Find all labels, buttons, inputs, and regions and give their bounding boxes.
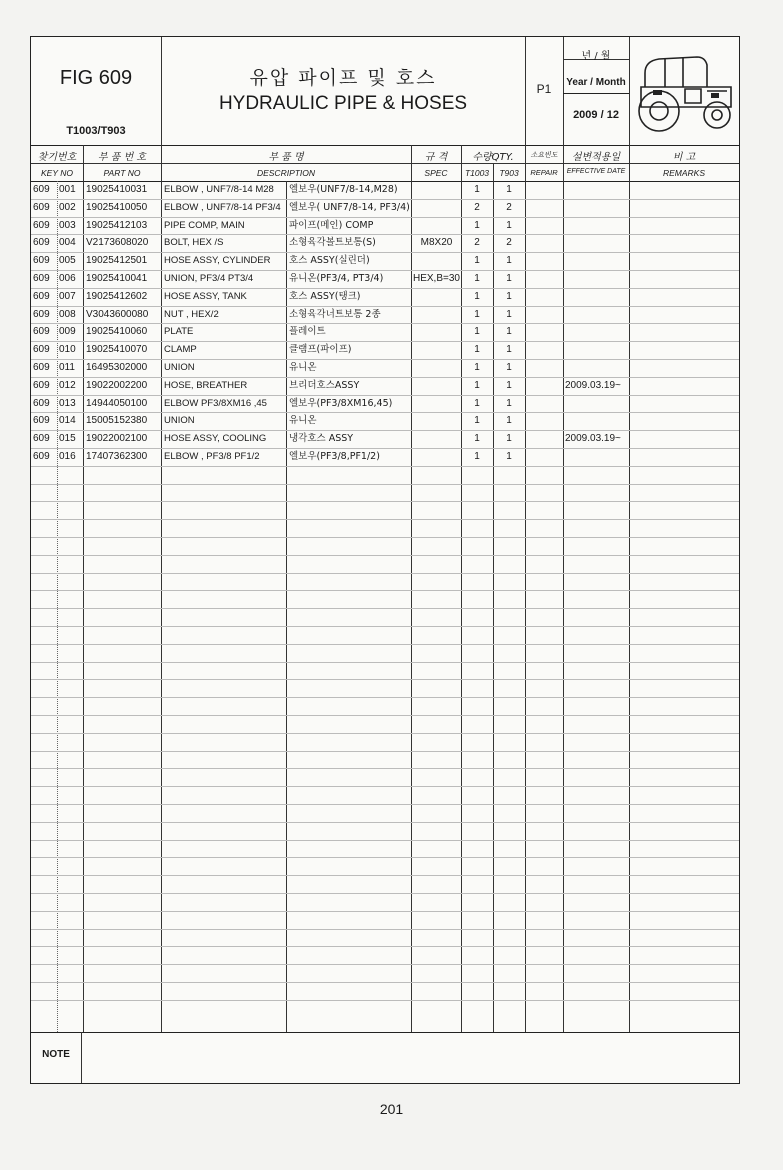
cell-qty-t1003: 1 xyxy=(474,433,480,445)
cell-fig: 609 xyxy=(33,379,50,391)
cell-qty-t903: 1 xyxy=(506,273,512,284)
cell-part-no: 17407362300 xyxy=(86,451,148,462)
cell-description-en: HOSE ASSY, TANK xyxy=(164,290,247,302)
cell-qty-t1003: 1 xyxy=(474,273,480,284)
cell-part-no: 19025412602 xyxy=(86,290,148,302)
cell-key-no: 014 xyxy=(59,415,76,427)
cell-qty-t1003: 1 xyxy=(474,451,480,462)
row-divider xyxy=(31,644,739,645)
cell-qty-t903: 1 xyxy=(506,219,512,231)
table-row xyxy=(31,217,739,235)
cell-spec xyxy=(412,341,461,359)
table-row xyxy=(31,288,739,306)
cell-description-ko: 냉각호스 ASSY xyxy=(289,433,354,445)
cell-qty-t903: 1 xyxy=(506,308,512,320)
col-description: DESCRIPTION xyxy=(256,168,316,178)
cell-key-no: 002 xyxy=(59,201,76,213)
cell-description-ko: 플레이트 xyxy=(289,326,326,338)
cell-description-ko: 클램프(파이프) xyxy=(289,344,352,356)
row-divider xyxy=(31,573,739,574)
table-row xyxy=(31,412,739,430)
cell-qty-t1003: 1 xyxy=(474,379,480,391)
cell-fig: 609 xyxy=(33,326,50,338)
cell-effective-date xyxy=(565,234,629,252)
cell-description-en: CLAMP xyxy=(164,344,197,356)
cell-part-no: 19025412103 xyxy=(86,219,148,231)
cell-description-en: UNION xyxy=(164,415,195,427)
cell-fig: 609 xyxy=(33,308,50,320)
page-title-korean: 유압 파이프 및 호스 xyxy=(249,67,437,89)
cell-part-no: 15005152380 xyxy=(86,415,148,427)
cell-qty-t903: 2 xyxy=(506,237,512,249)
cell-description-ko: 소형육각너트보통 2종 xyxy=(289,308,381,320)
cell-qty-t903: 1 xyxy=(506,362,512,373)
cell-spec xyxy=(412,448,461,466)
row-divider xyxy=(31,893,739,894)
cell-part-no: 19025410031 xyxy=(86,184,148,195)
year-month-label-korean: 년 / 월 xyxy=(581,51,611,62)
col-key-no: KEY NO xyxy=(41,168,73,178)
col-remarks-ko: 비 고 xyxy=(672,152,696,163)
cell-description-en: NUT , HEX/2 xyxy=(164,308,219,320)
col-description-ko: 부 품 명 xyxy=(268,152,304,163)
cell-qty-t903: 1 xyxy=(506,433,512,445)
tractor-icon xyxy=(635,45,735,135)
row-divider xyxy=(31,751,739,752)
cell-fig: 609 xyxy=(33,184,50,195)
cell-qty-t1003: 1 xyxy=(474,326,480,338)
page-title: HYDRAULIC PIPE & HOSES xyxy=(218,93,468,114)
cell-spec xyxy=(412,323,461,341)
cell-fig: 609 xyxy=(33,362,50,373)
row-divider xyxy=(31,697,739,698)
cell-description-en: BOLT, HEX /S xyxy=(164,237,224,249)
col-spec: SPEC xyxy=(424,168,448,178)
cell-description-ko: 파이프(메인) COMP xyxy=(289,219,374,231)
cell-qty-t903: 1 xyxy=(506,255,512,267)
cell-description-en: ELBOW PF3/8XM16 ,45 xyxy=(164,397,267,409)
col-effective-date: EFFECTIVE DATE xyxy=(566,168,626,175)
row-divider xyxy=(31,857,739,858)
parts-list-sheet xyxy=(30,36,740,1084)
row-divider xyxy=(31,590,739,591)
cell-description-en: ELBOW , PF3/8 PF1/2 xyxy=(164,451,260,462)
cell-part-no: 19025410050 xyxy=(86,201,148,213)
cell-description-en: ELBOW , UNF7/8-14 PF3/4 xyxy=(164,201,281,213)
cell-qty-t903: 1 xyxy=(506,290,512,302)
cell-effective-date xyxy=(565,199,629,217)
cell-part-no: 19025412501 xyxy=(86,255,148,267)
table-row xyxy=(31,270,739,288)
row-divider xyxy=(31,555,739,556)
row-divider xyxy=(31,875,739,876)
table-row xyxy=(31,181,739,199)
col-remarks: REMARKS xyxy=(662,168,706,178)
col-repair-ko: 소요빈도 xyxy=(530,151,558,159)
cell-description-ko: 호스 ASSY(탱크) xyxy=(289,290,361,302)
cell-effective-date xyxy=(565,323,629,341)
row-divider xyxy=(31,804,739,805)
row-divider xyxy=(31,537,739,538)
cell-fig: 609 xyxy=(33,273,50,284)
col-part-no: PART NO xyxy=(103,168,141,178)
row-divider xyxy=(31,840,739,841)
table-row xyxy=(31,199,739,217)
cell-description-ko: 엘보우( UNF7/8-14, PF3/4) xyxy=(289,201,410,213)
cell-qty-t1003: 2 xyxy=(474,201,480,213)
cell-qty-t903: 2 xyxy=(506,201,512,213)
cell-fig: 609 xyxy=(33,219,50,231)
row-divider xyxy=(31,501,739,502)
row-divider xyxy=(31,822,739,823)
cell-fig: 609 xyxy=(33,397,50,409)
table-row xyxy=(31,377,739,395)
cell-spec xyxy=(412,359,461,377)
cell-fig: 609 xyxy=(33,433,50,445)
col-repair: REPAIR xyxy=(530,168,558,177)
cell-fig: 609 xyxy=(33,415,50,427)
cell-fig: 609 xyxy=(33,201,50,213)
cell-effective-date xyxy=(565,448,629,466)
table-row xyxy=(31,234,739,252)
col-qty-t903: T903 xyxy=(499,168,519,178)
cell-description-en: HOSE ASSY, CYLINDER xyxy=(164,255,271,267)
cell-spec: M8X20 xyxy=(420,237,453,249)
cell-spec xyxy=(412,430,461,448)
fig-number: FIG 609 xyxy=(59,67,133,89)
cell-qty-t903: 1 xyxy=(506,379,512,391)
row-divider xyxy=(31,466,739,467)
cell-qty-t903: 1 xyxy=(506,184,512,195)
cell-spec xyxy=(412,181,461,199)
row-divider xyxy=(31,964,739,965)
cell-part-no: 16495302000 xyxy=(86,362,148,373)
cell-qty-t1003: 1 xyxy=(474,255,480,267)
cell-effective-date xyxy=(565,217,629,235)
year-month-label: Year / Month xyxy=(566,77,626,88)
cell-description-en: PIPE COMP, MAIN xyxy=(164,219,245,231)
model-list: T1003/T903 xyxy=(66,125,126,137)
table-row xyxy=(31,395,739,413)
cell-spec xyxy=(412,412,461,430)
cell-part-no: 19022002200 xyxy=(86,379,148,391)
cell-description-ko: 유니온 xyxy=(289,415,317,427)
table-row xyxy=(31,359,739,377)
cell-effective-date xyxy=(565,395,629,413)
cell-spec: HEX,B=30 xyxy=(413,273,460,284)
cell-description-ko: 유니온(PF3/4, PT3/4) xyxy=(289,273,384,284)
cell-fig: 609 xyxy=(33,255,50,267)
cell-description-ko: 엘보우(PF3/8XM16,45) xyxy=(289,397,393,409)
cell-description-ko: 브리더호스ASSY xyxy=(289,379,360,391)
cell-qty-t1003: 1 xyxy=(474,362,480,373)
cell-qty-t903: 1 xyxy=(506,326,512,338)
cell-qty-t1003: 1 xyxy=(474,290,480,302)
cell-key-no: 008 xyxy=(59,308,76,320)
cell-spec xyxy=(412,395,461,413)
cell-description-ko: 엘보우(PF3/8,PF1/2) xyxy=(289,451,380,462)
cell-key-no: 005 xyxy=(59,255,76,267)
cell-qty-t903: 1 xyxy=(506,397,512,409)
cell-key-no: 012 xyxy=(59,379,76,391)
year-month-value: 2009 / 12 xyxy=(573,109,619,121)
cell-description-ko: 엘보우(UNF7/8-14,M28) xyxy=(289,184,398,195)
cell-effective-date: 2009.03.19~ xyxy=(565,433,621,445)
cell-spec xyxy=(412,252,461,270)
cell-key-no: 003 xyxy=(59,219,76,231)
cell-key-no: 006 xyxy=(59,273,76,284)
cell-effective-date xyxy=(565,306,629,324)
cell-effective-date xyxy=(565,288,629,306)
row-divider xyxy=(31,733,739,734)
cell-part-no: 19025410041 xyxy=(86,273,148,284)
row-divider xyxy=(31,519,739,520)
cell-effective-date xyxy=(565,359,629,377)
row-divider xyxy=(31,911,739,912)
cell-effective-date xyxy=(565,270,629,288)
table-row xyxy=(31,306,739,324)
cell-qty-t903: 1 xyxy=(506,344,512,356)
cell-qty-t1003: 1 xyxy=(474,344,480,356)
cell-effective-date: 2009.03.19~ xyxy=(565,379,621,391)
cell-effective-date xyxy=(565,341,629,359)
cell-description-en: UNION xyxy=(164,362,195,373)
row-divider xyxy=(31,608,739,609)
cell-spec xyxy=(412,288,461,306)
cell-description-en: HOSE ASSY, COOLING xyxy=(164,433,267,445)
row-divider xyxy=(31,662,739,663)
cell-spec xyxy=(412,306,461,324)
row-divider xyxy=(31,768,739,769)
cell-qty-t903: 1 xyxy=(506,415,512,427)
cell-description-en: ELBOW , UNF7/8-14 M28 xyxy=(164,184,274,195)
row-divider xyxy=(31,786,739,787)
cell-qty-t1003: 1 xyxy=(474,415,480,427)
cell-key-no: 001 xyxy=(59,184,76,195)
cell-description-ko: 소형육각볼트보통(S) xyxy=(289,237,376,249)
cell-fig: 609 xyxy=(33,237,50,249)
col-part-no-ko: 부 품 번 호 xyxy=(97,152,147,163)
col-key-no-ko: 찾기번호 xyxy=(37,152,77,163)
row-divider xyxy=(31,982,739,983)
cell-part-no: 19025410060 xyxy=(86,326,148,338)
table-row xyxy=(31,448,739,466)
table-row xyxy=(31,252,739,270)
row-divider xyxy=(31,1000,739,1001)
cell-spec xyxy=(412,217,461,235)
cell-key-no: 007 xyxy=(59,290,76,302)
cell-key-no: 004 xyxy=(59,237,76,249)
col-qty-ko: 수량QTY. xyxy=(472,152,514,163)
cell-spec xyxy=(412,377,461,395)
cell-description-en: HOSE, BREATHER xyxy=(164,379,248,391)
col-spec-ko: 규 격 xyxy=(424,152,448,163)
cell-description-en: UNION, PF3/4 PT3/4 xyxy=(164,273,254,284)
cell-effective-date xyxy=(565,412,629,430)
cell-part-no: 19022002100 xyxy=(86,433,148,445)
row-divider xyxy=(31,626,739,627)
page-number: 201 xyxy=(379,1101,404,1117)
cell-description-ko: 유니온 xyxy=(289,362,317,373)
row-divider xyxy=(31,715,739,716)
sheet-page-number: P1 xyxy=(536,82,552,96)
col-qty-t1003: T1003 xyxy=(464,168,490,178)
table-row xyxy=(31,430,739,448)
cell-fig: 609 xyxy=(33,451,50,462)
cell-key-no: 010 xyxy=(59,344,76,356)
cell-qty-t1003: 1 xyxy=(474,397,480,409)
cell-qty-t903: 1 xyxy=(506,451,512,462)
col-effective-date-ko: 설변적용일 xyxy=(571,152,621,163)
row-divider xyxy=(31,484,739,485)
table-row xyxy=(31,341,739,359)
cell-qty-t1003: 1 xyxy=(474,308,480,320)
cell-fig: 609 xyxy=(33,290,50,302)
cell-spec xyxy=(412,199,461,217)
cell-part-no: V3043600080 xyxy=(86,308,149,320)
cell-qty-t1003: 2 xyxy=(474,237,480,249)
cell-effective-date xyxy=(565,181,629,199)
cell-key-no: 016 xyxy=(59,451,76,462)
cell-description-ko: 호스 ASSY(실린더) xyxy=(289,255,370,267)
note-label: NOTE xyxy=(42,1049,70,1060)
cell-key-no: 015 xyxy=(59,433,76,445)
cell-description-en: PLATE xyxy=(164,326,194,338)
cell-part-no: V2173608020 xyxy=(86,237,149,249)
cell-qty-t1003: 1 xyxy=(474,184,480,195)
cell-key-no: 009 xyxy=(59,326,76,338)
cell-fig: 609 xyxy=(33,344,50,356)
row-divider xyxy=(31,946,739,947)
cell-qty-t1003: 1 xyxy=(474,219,480,231)
row-divider xyxy=(31,679,739,680)
cell-key-no: 011 xyxy=(59,362,75,373)
table-row xyxy=(31,323,739,341)
cell-effective-date xyxy=(565,252,629,270)
row-divider xyxy=(31,929,739,930)
cell-part-no: 14944050100 xyxy=(86,397,148,409)
cell-part-no: 19025410070 xyxy=(86,344,148,356)
cell-key-no: 013 xyxy=(59,397,76,409)
